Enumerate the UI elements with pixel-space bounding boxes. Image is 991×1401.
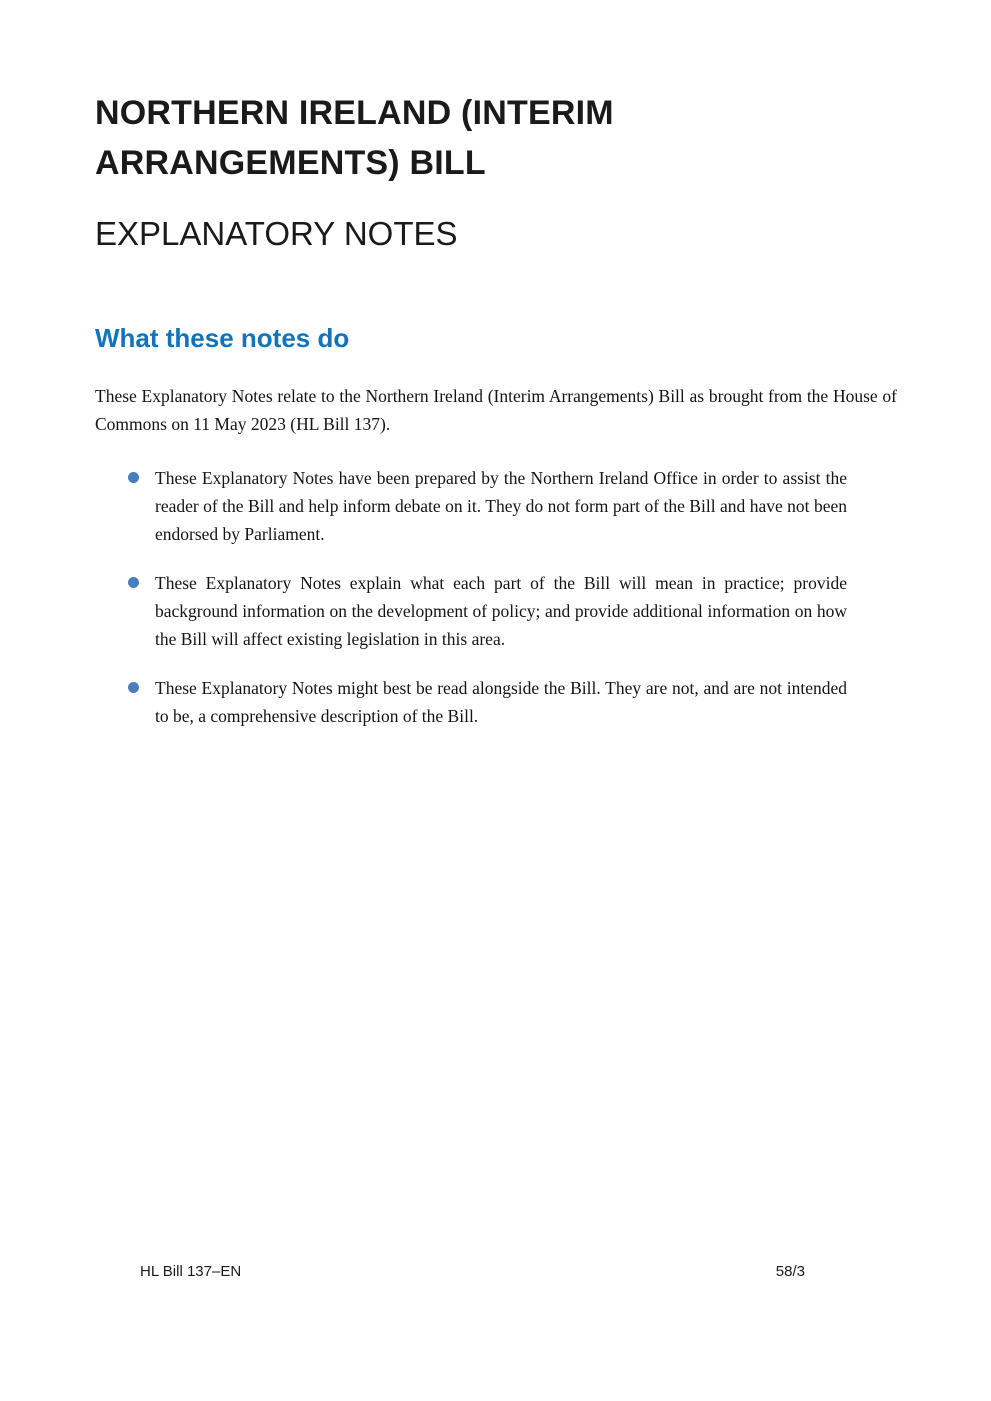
bullet-icon <box>128 577 139 588</box>
list-item <box>128 569 847 653</box>
intro-paragraph: These Explanatory Notes relate to the Northern Ireland (Interim Arrangements) Bill as brought from the House of Commons on 11 May 2023 (HL Bill 137). <box>95 386 897 434</box>
bullet-icon <box>128 472 139 483</box>
footer-bill-number: HL Bill 137–EN <box>140 1263 242 1280</box>
page-footer <box>140 1262 805 1282</box>
document-title: NORTHERN IRELAND (INTERIM ARRANGEMENTS) BILL <box>95 94 614 182</box>
list-item-text: These Explanatory Notes explain what each part of the Bill will mean in practice; provide background information on the development of policy; and provide additional information on how the Bill will affect existing legislation in this area. <box>155 573 847 649</box>
list-item <box>128 674 847 730</box>
notes-list <box>128 464 847 730</box>
footer-page-number: 58/3 <box>775 1263 805 1280</box>
section-heading: What these notes do <box>95 323 350 353</box>
list-item-text: These Explanatory Notes have been prepared by the Northern Ireland Office in order to assist the reader of the Bill and help inform debate on it. They do not form part of the Bill and have not been endorsed by Parliament. <box>155 468 847 544</box>
document-subtitle: EXPLANATORY NOTES <box>95 215 458 252</box>
list-item <box>128 464 847 548</box>
list-item-text: These Explanatory Notes might best be read alongside the Bill. They are not, and are not intended to be, a comprehensive description of the Bill. <box>155 678 847 726</box>
bullet-icon <box>128 682 139 693</box>
